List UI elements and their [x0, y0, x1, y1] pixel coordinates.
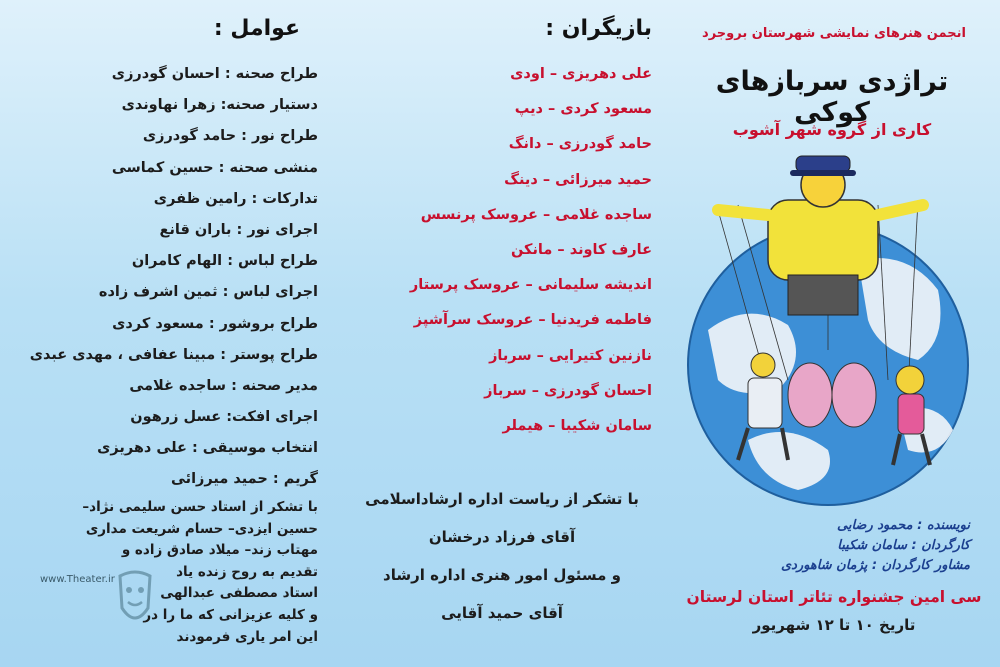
thanks-line: تقدیم به روح زنده یاد [176, 563, 318, 580]
festival-name: سی امین جشنواره تئاتر استان لرستان [686, 588, 982, 606]
crew-item: دستیار صحنه: زهرا نهاوندی [121, 97, 318, 114]
festival-dates: تاریخ ۱۰ تا ۱۲ شهریور [752, 616, 916, 634]
cast-heading: بازیگران : [545, 16, 652, 41]
crew-item: طراح بروشور : مسعود کردی [112, 315, 318, 332]
thanks-line: آقای حمید آقایی [441, 604, 563, 622]
crew-list [18, 62, 318, 499]
princess-puppet-head [896, 366, 924, 394]
crew-item: اجرای نور : باران قانع [159, 221, 318, 238]
crew-item: اجرای افکت: عسل زرهون [130, 409, 318, 426]
crew-item: تدارکات : رامین ظفری [153, 190, 318, 207]
cast-item: ساجده غلامی – عروسک پرنسس [420, 206, 652, 223]
soldier-puppet-head [751, 353, 775, 377]
cast-item: حامد گودرزی – دانگ [508, 136, 652, 153]
thanks-line: با تشکر از ریاست اداره ارشاداسلامی [365, 490, 639, 508]
crew-item: طراح پوستر : مبینا عفافی ، مهدی عبدی [29, 346, 318, 363]
production-credits [680, 516, 970, 576]
egg-shape [832, 363, 876, 427]
cast-item: نازنین کتیرایی – سرباز [489, 347, 652, 364]
cast-item: مسعود کردی – دیپ [514, 101, 652, 118]
cast-item: علی دهریزی – اودی [510, 66, 652, 82]
thanks-line: با تشکر از استاد حسن سلیمی نژاد– [82, 499, 318, 515]
cover-column [670, 0, 1000, 667]
credit-line: کارگردان : سامان شکیبا [837, 538, 970, 553]
cast-list [352, 62, 652, 449]
crew-item: طراح نور : حامد گودرزی [142, 128, 318, 145]
puppeteer-body [768, 200, 878, 280]
thanks-line: مهتاب زند– میلاد صادق زاده و [121, 542, 318, 559]
crew-item: طراح صحنه : احسان گودرزی [111, 66, 318, 82]
cast-thanks [352, 486, 652, 638]
cast-item: فاطمه فریدنیا – عروسک سرآشپز [413, 312, 652, 329]
credit-line: مشاور کارگردان : پژمان شاهوردی [780, 558, 970, 573]
crew-item: اجرای لباس : ثمین اشرف زاده [98, 284, 318, 301]
cast-column [330, 0, 670, 667]
thanks-line: استاد مصطفی عبدالهی [160, 585, 318, 602]
crew-item: گریم : حمید میرزائی [170, 471, 318, 488]
watermark-url: www.Theater.ir [40, 574, 115, 585]
crew-column [0, 0, 330, 667]
cast-item: حمید میرزائی – دینگ [504, 171, 652, 188]
cast-item: اندیشه سلیمانی – عروسک پرستار [409, 277, 652, 294]
puppeteer-cap [796, 156, 850, 172]
thanks-line: آقای فرزاد درخشان [428, 528, 576, 546]
crew-item: طراح لباس : الهام کامران [131, 253, 318, 270]
association-name: انجمن هنرهای نمایشی شهرستان بروجرد [702, 26, 966, 41]
credit-line: نویسنده : محمود رضایی [837, 518, 970, 533]
puppet-soldier-illustration [678, 150, 994, 510]
cast-item: سامان شکیبا – هیملر [502, 417, 652, 434]
cast-item: احسان گودرزی – سرباز [484, 382, 652, 399]
thanks-line: و کلیه عزیزانی که ما را در [143, 606, 318, 623]
thanks-line: و مسئول امور هنری اداره ارشاد [383, 566, 621, 584]
thanks-line: حسین ایزدی– حسام شریعت مداری [85, 520, 318, 537]
crew-item: مدیر صحنه : ساجده غلامی [129, 377, 318, 394]
play-title: تراژدی سربازهای کوکی [715, 66, 949, 128]
soldier-puppet-body [748, 378, 782, 428]
troupe-name: کاری از گروه شهر آشوب [732, 120, 932, 139]
egg-shape [788, 363, 832, 427]
cast-item: عارف کاوند – مانکن [511, 241, 652, 258]
thanks-line: این امر یاری فرمودند [176, 628, 318, 645]
crew-heading: عوامل : [213, 16, 300, 41]
crew-item: انتخاب موسیقی : علی دهریزی [97, 440, 318, 457]
crew-item: منشی صحنه : حسین کماسی [111, 159, 318, 176]
